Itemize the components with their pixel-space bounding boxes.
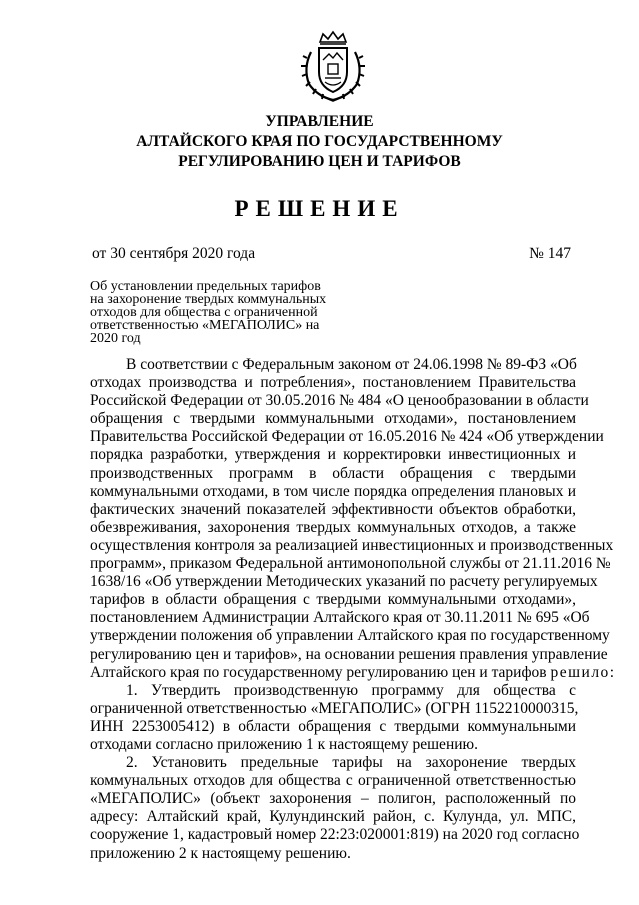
subject-line: отходов для общества с ограниченной: [90, 305, 318, 320]
document-number: № 147: [529, 245, 571, 262]
body-line: обезвреживания, захоронения твердых коммунальных отходов, а также: [90, 518, 576, 536]
body-line: ограниченной ответственностью «МЕГАПОЛИС» (ОГРН 1152210000315,: [90, 699, 579, 717]
body-line: коммунальными отходами, в том числе порядка определения плановых и: [90, 482, 576, 500]
body-line: осуществления контроля за реализацией инвестиционных и производственных: [90, 536, 614, 554]
body-line: сооружение 1, кадастровый номер 22:23:020001:819) на 2020 год согласно: [90, 826, 580, 844]
body-line-text: Алтайского края по государственному регулированию цен и тарифов: [90, 663, 547, 681]
item-2-paragraph: [90, 754, 580, 863]
document-body: [90, 356, 616, 863]
body-line: обращения с твердыми коммунальными отходами», постановлением: [90, 410, 576, 428]
document-date: от 30 сентября 2020 года: [92, 245, 256, 262]
body-line: порядка разработки, утверждения и корректировки инвестиционных и: [90, 446, 576, 464]
body-line: коммунальных отходов для общества с ограниченной ответственностью: [90, 772, 576, 790]
body-line: производственных программ в области обращения с твердыми: [90, 464, 576, 482]
resolved-word: решило:: [550, 663, 616, 681]
subject-line: ответственностью «МЕГАПОЛИС» на: [90, 318, 320, 333]
body-line: приложению 2 к настоящему решению.: [90, 844, 351, 862]
body-line: Российской Федерации от 30.05.2016 № 484 «О ценообразовании в области: [90, 392, 589, 410]
body-line: [90, 663, 616, 682]
body-line: регулированию цен и тарифов», на основании решения правления управление: [90, 645, 608, 663]
body-line: 2. Установить предельные тарифы на захоронение твердых: [126, 754, 576, 772]
coat-of-arms-icon: [295, 28, 371, 104]
body-line: ИНН 2253005412) в области обращения с твердыми коммунальными: [90, 717, 576, 735]
body-line: утверждении положения об управлении Алтайского края по государственному: [90, 627, 610, 645]
organization-header: [0, 112, 639, 172]
body-line: адресу: Алтайский край, Кулундинский район, с. Кулунда, ул. МПС,: [90, 808, 576, 826]
organization-line-3: РЕГУЛИРОВАНИЮ ЦЕН И ТАРИФОВ: [178, 153, 461, 170]
item-1-paragraph: [90, 681, 579, 754]
body-line: отходах производства и потребления», постановлением Правительства: [90, 374, 576, 392]
subject-line: Об установлении предельных тарифов: [90, 279, 321, 294]
organization-line-2: АЛТАЙСКОГО КРАЯ ПО ГОСУДАРСТВЕННОМУ: [136, 133, 503, 150]
organization-line-1: УПРАВЛЕНИЕ: [265, 113, 374, 130]
document-subject: [90, 280, 340, 345]
document-title: РЕШЕНИЕ: [234, 196, 405, 221]
body-line: «МЕГАПОЛИС» (объект захоронения – полигон, расположенный по: [90, 790, 576, 808]
body-line: фактических значений показателей эффективности объектов обработки,: [90, 500, 576, 518]
body-line: постановлением Администрации Алтайского края от 30.11.2011 № 695 «Об: [90, 609, 590, 627]
body-line: В соответствии с Федеральным законом от 24.06.1998 № 89-ФЗ «Об: [126, 356, 577, 373]
body-line: 1. Утвердить производственную программу для общества с: [126, 681, 576, 699]
body-line: Правительства Российской Федерации от 16.05.2016 № 424 «Об утверждении: [90, 428, 604, 446]
body-line: отходами согласно приложению 1 к настоящему решению.: [90, 735, 478, 753]
preamble-paragraph: [90, 356, 616, 682]
body-line: 1638/16 «Об утверждении Методических указаний по расчету регулируемых: [90, 573, 598, 591]
subject-line: на захоронение твердых коммунальных: [90, 292, 327, 307]
body-line: программ», приказом Федеральной антимонопольной службы от 21.11.2016 №: [90, 555, 611, 573]
body-line: тарифов в области обращения с твердыми коммунальными отходами»,: [90, 591, 576, 609]
subject-line: 2020 год: [90, 331, 141, 346]
